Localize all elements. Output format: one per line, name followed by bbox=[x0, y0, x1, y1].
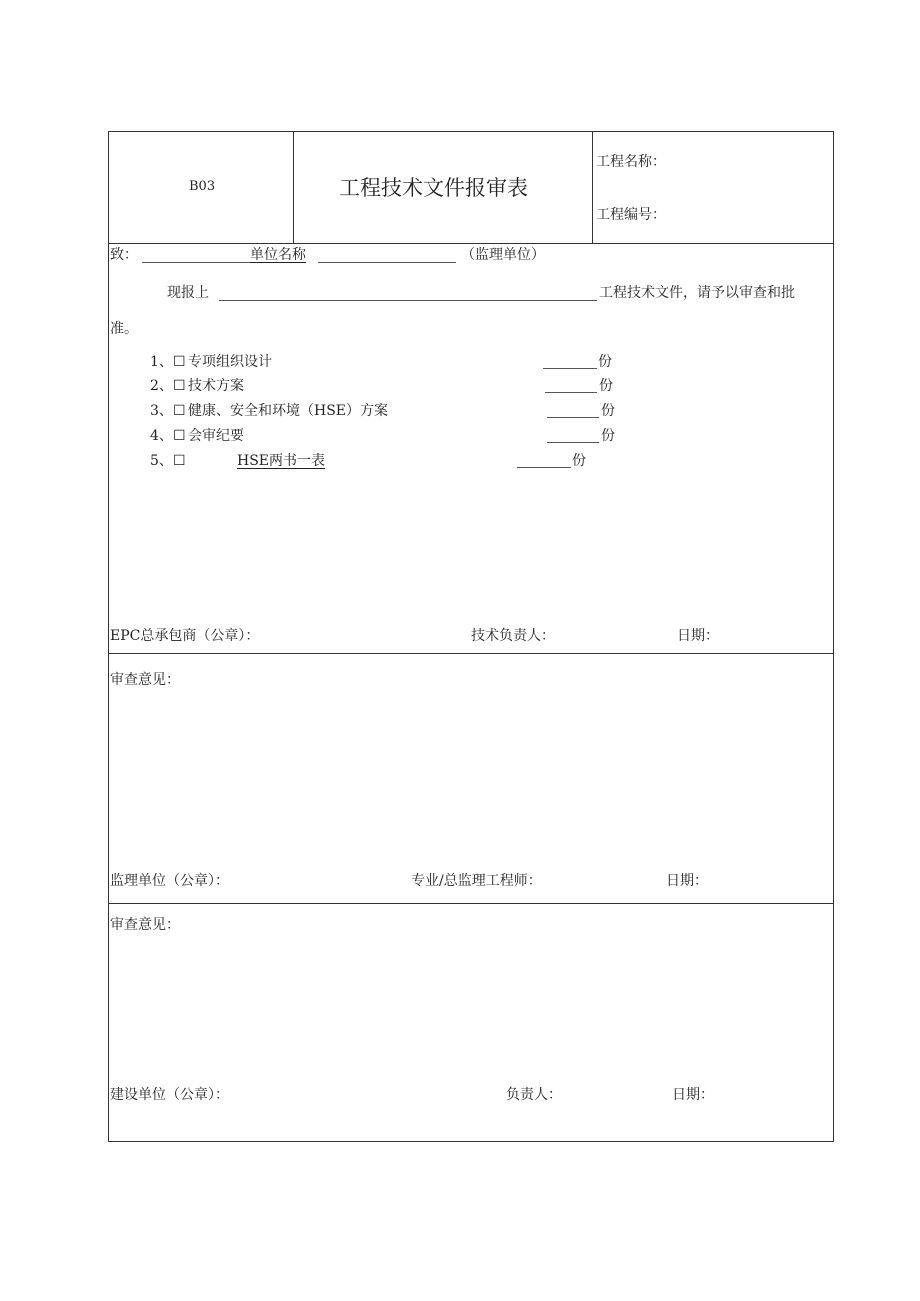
item-checkbox[interactable]: ☐ bbox=[173, 453, 186, 469]
item-checkbox[interactable]: ☐ bbox=[173, 428, 186, 444]
item-unit: 份 bbox=[572, 453, 586, 469]
contractor-seal-label: EPC总承包商（公章）： bbox=[110, 628, 260, 644]
supervision-opinion-label: 审查意见： bbox=[110, 672, 180, 688]
item-checkbox[interactable]: ☐ bbox=[173, 378, 186, 394]
item-unit: 份 bbox=[598, 354, 612, 370]
item-unit: 份 bbox=[601, 403, 615, 419]
supervising-engineer-label: 专业/总监理工程师： bbox=[411, 873, 542, 889]
owner-unit-label: 建设单位（公章）： bbox=[110, 1087, 229, 1103]
submission-bottom-line bbox=[109, 653, 833, 654]
technical-document-review-form bbox=[108, 131, 834, 1142]
item-label: 专项组织设计 bbox=[188, 354, 272, 370]
item-copies-blank[interactable] bbox=[547, 417, 599, 418]
item-label: 技术方案 bbox=[188, 378, 244, 394]
to-label: 致： bbox=[110, 247, 138, 263]
item-checkbox[interactable]: ☐ bbox=[173, 403, 186, 419]
supervision-unit-label: 监理单位（公章）： bbox=[110, 873, 229, 889]
item-copies-blank[interactable] bbox=[543, 368, 597, 369]
item-checkbox[interactable]: ☐ bbox=[173, 354, 186, 370]
project-number-label: 工程编号： bbox=[596, 207, 666, 223]
item-label: HSE两书一表 bbox=[237, 453, 326, 469]
owner-opinion-label: 审查意见： bbox=[110, 917, 180, 933]
item-copies-blank[interactable] bbox=[547, 442, 599, 443]
supervisor-hint: （监理单位） bbox=[461, 247, 545, 263]
tech-lead-label: 技术负责人： bbox=[471, 628, 555, 644]
header-divider-2 bbox=[592, 132, 593, 243]
owner-responsible-label: 负责人： bbox=[506, 1087, 562, 1103]
intro-suffix: 工程技术文件，请予以审查和批 bbox=[599, 285, 795, 301]
item-number: 5、 bbox=[150, 453, 173, 469]
item-unit: 份 bbox=[599, 378, 613, 394]
project-name-label: 工程名称： bbox=[596, 154, 666, 170]
item-label: 会审纪要 bbox=[188, 428, 244, 444]
header-divider-1 bbox=[293, 132, 294, 243]
item-copies-blank[interactable] bbox=[545, 392, 597, 393]
supervision-date-label: 日期： bbox=[666, 873, 708, 889]
form-title: 工程技术文件报审表 bbox=[339, 176, 528, 200]
item-number: 4、 bbox=[150, 428, 173, 444]
item-copies-blank[interactable] bbox=[517, 467, 571, 468]
header-bottom-line bbox=[109, 243, 833, 244]
submission-date-label: 日期： bbox=[677, 628, 719, 644]
intro-wrap: 准。 bbox=[110, 321, 138, 337]
intro-prefix: 现报上 bbox=[167, 285, 209, 301]
item-number: 1、 bbox=[150, 354, 173, 370]
addressee-blank-left[interactable] bbox=[142, 262, 250, 263]
item-unit: 份 bbox=[601, 428, 615, 444]
supervision-bottom-line bbox=[109, 903, 833, 904]
item-label: 健康、安全和环境（HSE）方案 bbox=[188, 403, 389, 419]
item-number: 3、 bbox=[150, 403, 173, 419]
addressee-blank-right[interactable] bbox=[318, 262, 456, 263]
form-code: B03 bbox=[189, 179, 216, 194]
project-document-blank[interactable] bbox=[219, 300, 597, 301]
owner-date-label: 日期： bbox=[672, 1087, 714, 1103]
item-number: 2、 bbox=[150, 378, 173, 394]
unit-name: 单位名称 bbox=[250, 247, 306, 263]
